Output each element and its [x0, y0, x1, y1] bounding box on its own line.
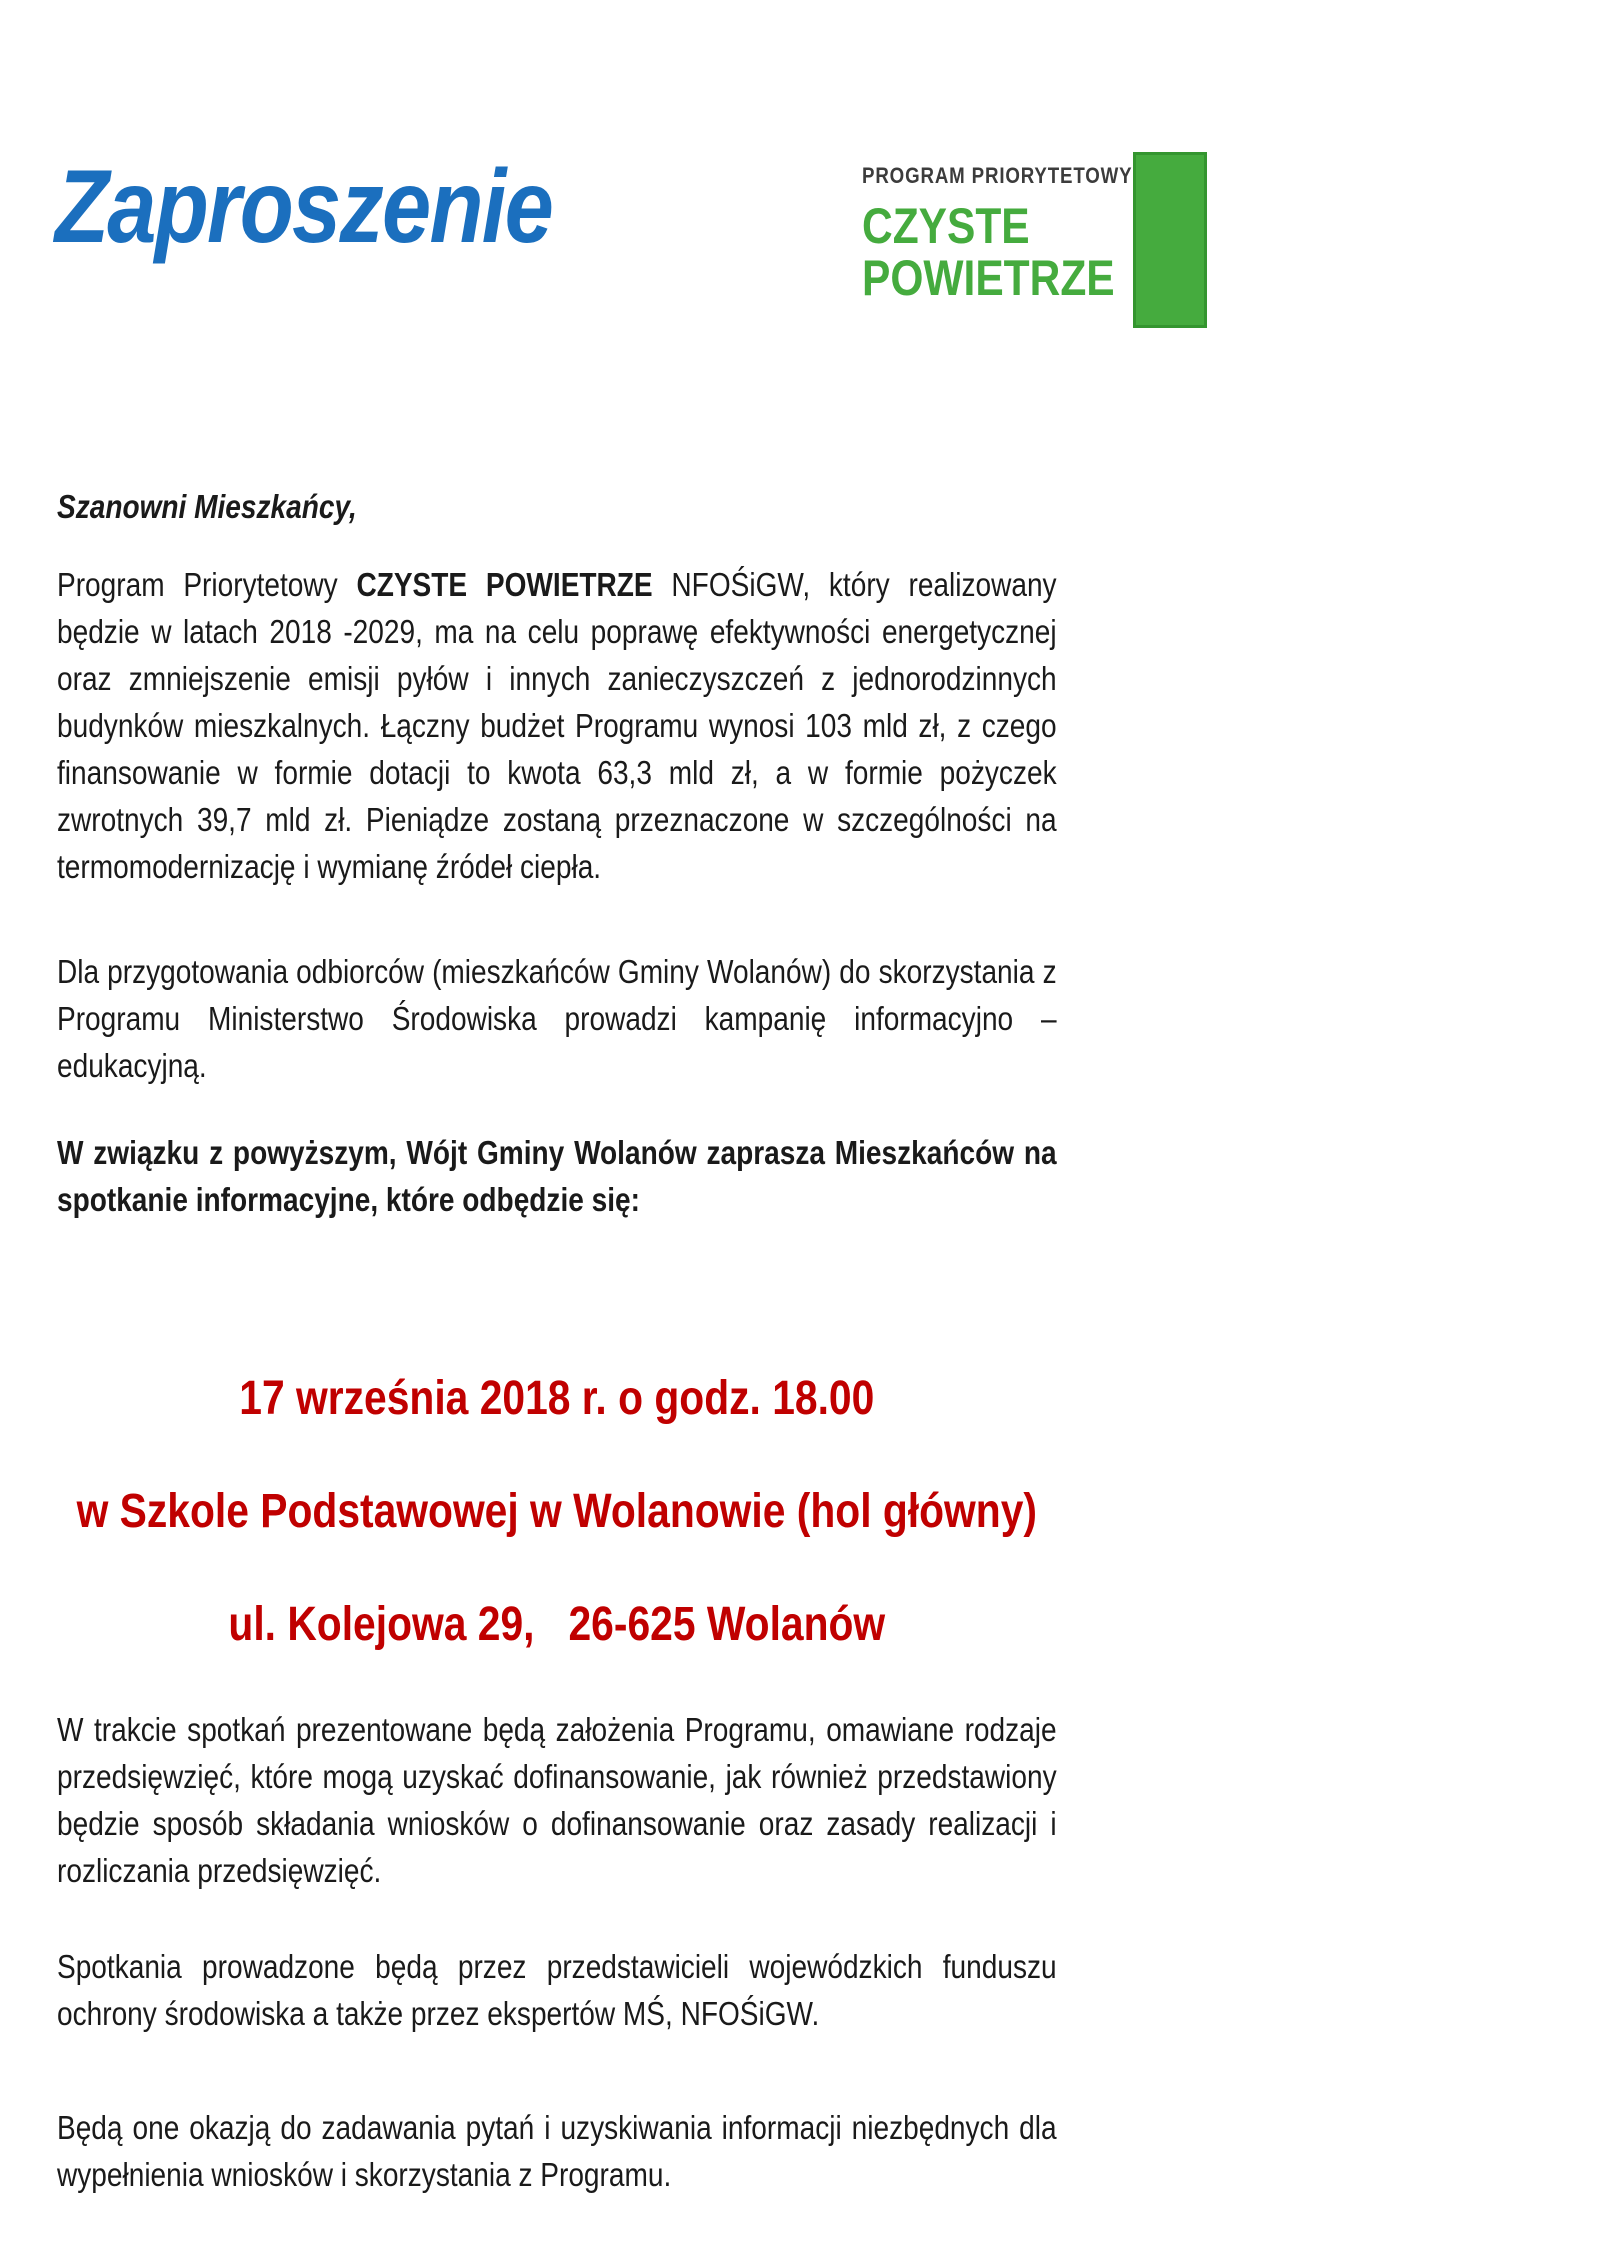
- logo-green-bar-icon: [1133, 152, 1207, 328]
- event-address: ul. Kolejowa 29, 26-625 Wolanów: [228, 1598, 886, 1651]
- paragraph-hosts: Spotkania prowadzone będą przez przedstawicieli wojewódzkich funduszu ochrony środowiska a także przez ekspertów MŚ, NFOŚiGW.: [57, 1948, 1057, 2032]
- paragraph-program-description-bold: CZYSTE POWIETRZE: [356, 566, 653, 603]
- paragraph-agenda: W trakcie spotkań prezentowane będą założenia Programu, omawiane rodzaje przedsięwzięć, które mogą uzyskać dofinansowanie, jak również przedstawiony będzie sposób składania wniosków o dofinansowanie oraz zasady realizacji i rozliczania przedsięwzięć.: [57, 1711, 1057, 1889]
- czyste-powietrze-logo: [862, 164, 1133, 304]
- letter-body: [57, 483, 1057, 2198]
- logo-program-label: PROGRAM PRIORYTETOWY: [862, 163, 1133, 188]
- event-venue: w Szkole Podstawowej w Wolanowie (hol główny): [76, 1485, 1037, 1538]
- event-details: [57, 1374, 1057, 1650]
- paragraph-campaign: Dla przygotowania odbiorców (mieszkańców Gminy Wolanów) do skorzystania z Programu Ministerstwo Środowiska prowadzi kampanię informacyjno – edukacyjną.: [57, 953, 1057, 1084]
- paragraph-invitation: W związku z powyższym, Wójt Gminy Wolanów zaprasza Mieszkańców na spotkanie informacyjne, które odbędzie się:: [57, 1134, 1057, 1218]
- logo-line-powietrze: POWIETRZE: [862, 250, 1115, 306]
- greeting: Szanowni Mieszkańcy,: [57, 488, 357, 525]
- paragraph-program-description: [57, 561, 1057, 890]
- logo-line-czyste: CZYSTE: [862, 198, 1030, 254]
- page-title: Zaproszenie: [55, 149, 553, 265]
- paragraph-program-description-pre: Program Priorytetowy: [57, 566, 357, 603]
- paragraph-qa: Będą one okazją do zadawania pytań i uzyskiwania informacji niezbędnych dla wypełnienia wniosków i skorzystania z Programu.: [57, 2109, 1057, 2193]
- event-datetime: 17 września 2018 r. o godz. 18.00: [239, 1372, 875, 1425]
- paragraph-program-description-post: NFOŚiGW, który realizowany będzie w latach 2018 -2029, ma na celu poprawę efektywności energetycznej oraz zmniejszenie emisji pyłów i innych zanieczyszczeń z jednorodzinnych budynków mieszkalnych. Łączny budżet Programu wynosi 103 mld zł, z czego finansowanie w formie dotacji to kwota 63,3 mld zł, a w formie pożyczek zwrotnych 39,7 mld zł. Pieniądze zostaną przeznaczone w szczególności na termomodernizację i wymianę źródeł ciepła.: [57, 566, 1057, 885]
